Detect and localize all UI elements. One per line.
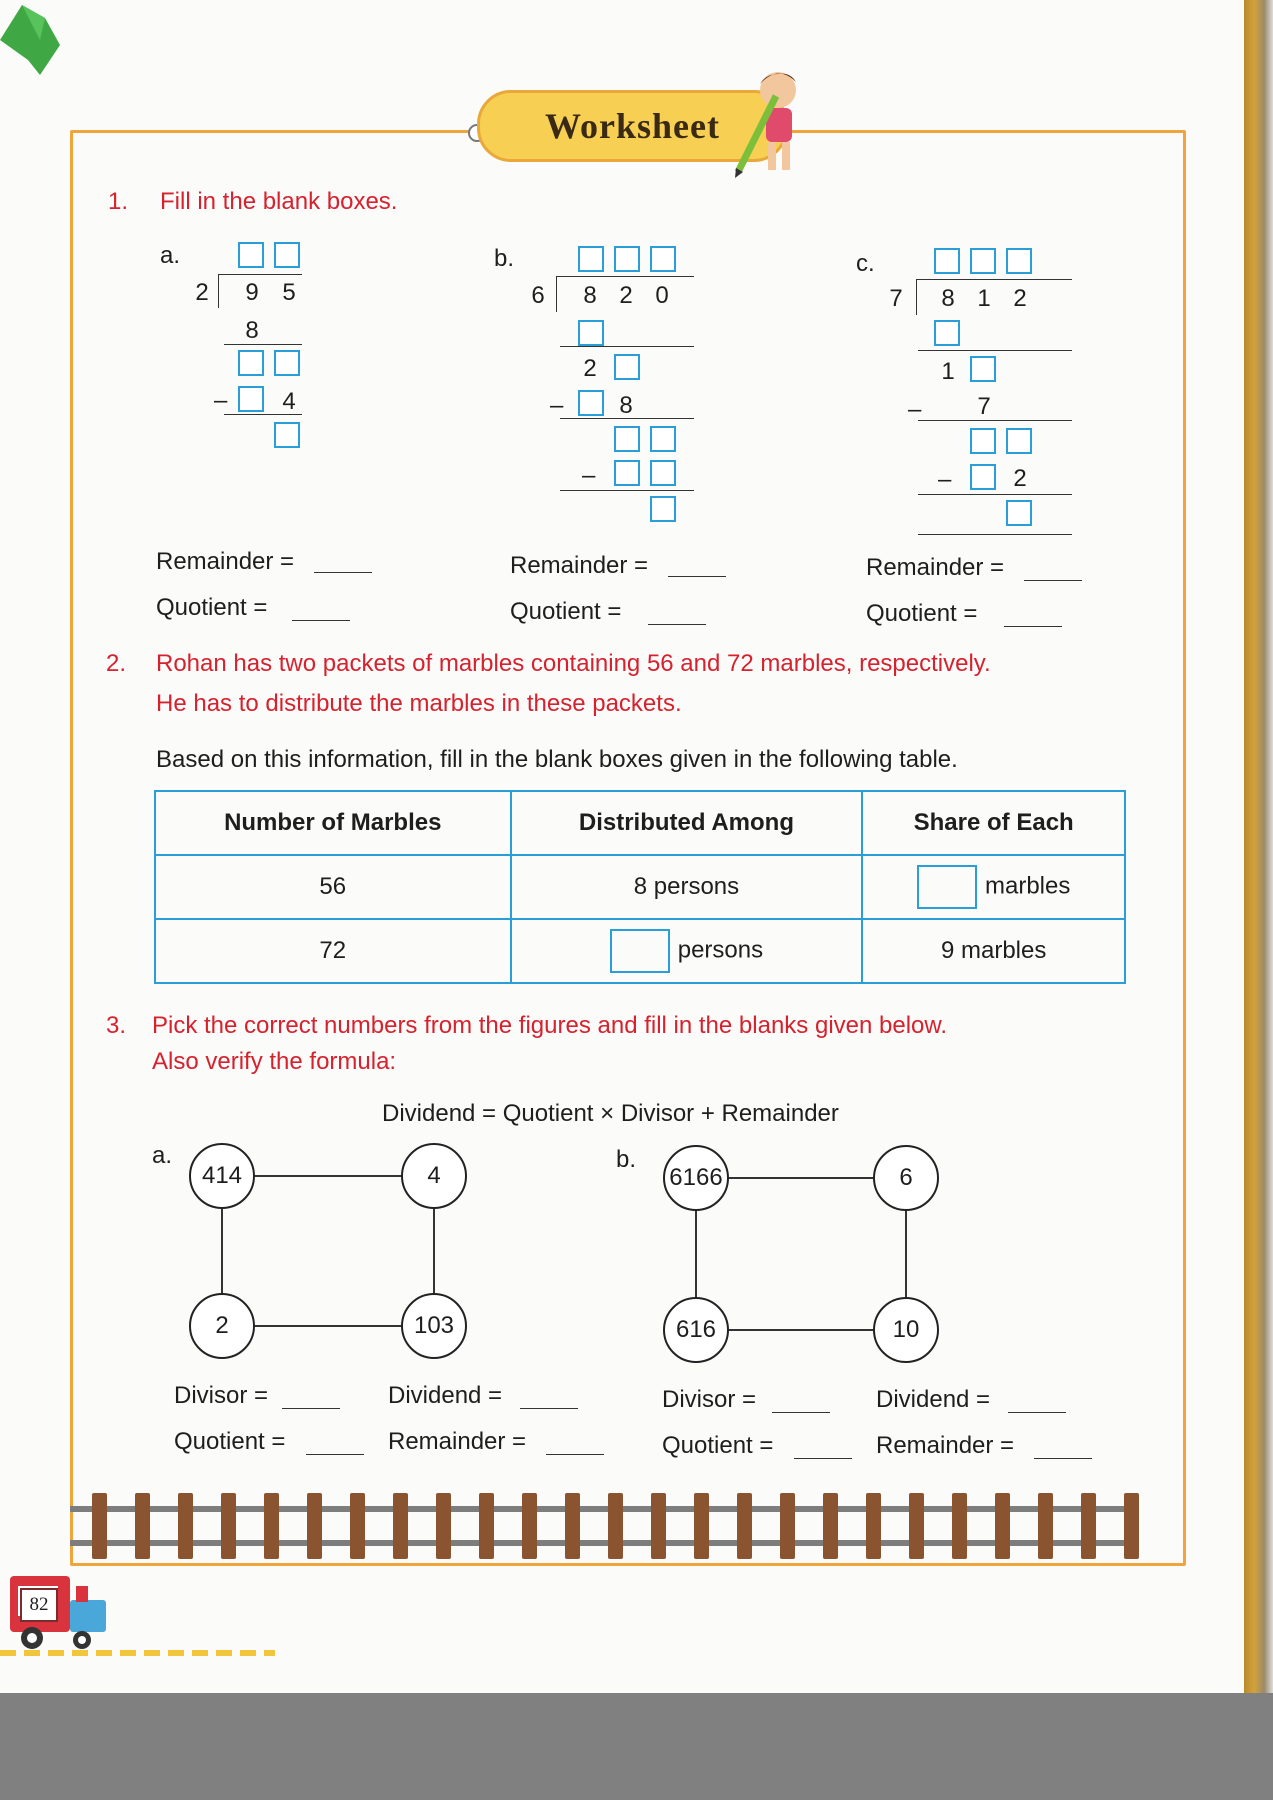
q1c-dividend-digit: 2 (1013, 285, 1027, 312)
answer-box[interactable] (238, 386, 264, 412)
quotient-digit-box[interactable] (614, 246, 640, 272)
division-bar (556, 276, 694, 277)
q1c-dividend-digit: 8 (941, 285, 955, 312)
quotient-digit-box[interactable] (238, 242, 264, 268)
q1b-step: 2 (583, 355, 597, 382)
answer-box[interactable] (970, 356, 996, 382)
question-3-text: Pick the correct numbers from the figures and fill in the blanks given below. (152, 1012, 948, 1039)
question-2-text-line2: He has to distribute the marbles in these packets. (156, 690, 682, 717)
quotient-blank[interactable] (648, 624, 706, 625)
remainder-box[interactable] (650, 496, 676, 522)
remainder-label: Remainder = (156, 548, 295, 575)
railway-tie (995, 1493, 1010, 1559)
q1a-step-digit: 4 (282, 388, 296, 415)
q1a-step: 8 (245, 317, 259, 344)
remainder-box[interactable] (274, 422, 300, 448)
division-bracket (916, 279, 917, 315)
q1c-dividend-digit: 1 (977, 285, 991, 312)
quotient-digit-box[interactable] (934, 248, 960, 274)
q1c-step: 1 (941, 358, 955, 385)
remainder-box[interactable] (1006, 500, 1032, 526)
answer-box[interactable] (578, 390, 604, 416)
railway-tie (866, 1493, 881, 1559)
number-node: 4 (401, 1143, 467, 1209)
subtraction-line (560, 490, 694, 491)
quotient-blank[interactable] (794, 1458, 852, 1459)
subtraction-line (918, 534, 1072, 535)
table-cell-unit: marbles (985, 872, 1071, 900)
q1a-dividend-digit: 5 (282, 279, 296, 306)
quotient-digit-box[interactable] (650, 246, 676, 272)
quotient-label: Quotient = (174, 1428, 286, 1455)
railway-tie (952, 1493, 967, 1559)
q1a-label: a. (160, 242, 181, 269)
q1c-label: c. (856, 250, 875, 277)
remainder-blank[interactable] (546, 1454, 604, 1455)
table-cell (862, 855, 1125, 919)
division-bracket (218, 274, 219, 308)
share-answer-box[interactable] (917, 865, 977, 909)
subtraction-line (560, 346, 694, 347)
railway-tie (565, 1493, 580, 1559)
q1a-divisor: 2 (195, 279, 209, 306)
dividend-blank[interactable] (520, 1408, 578, 1409)
answer-box[interactable] (578, 320, 604, 346)
railway-tie (436, 1493, 451, 1559)
worksheet-title: Worksheet (477, 90, 788, 162)
quotient-digit-box[interactable] (970, 248, 996, 274)
boy-with-pencil-icon (730, 62, 810, 182)
minus-sign: – (214, 387, 228, 414)
table-cell: 9 marbles (862, 919, 1125, 983)
answer-box[interactable] (970, 464, 996, 490)
answer-box[interactable] (934, 320, 960, 346)
dashed-track-decoration (0, 1648, 280, 1658)
number-node: 6166 (663, 1145, 729, 1211)
scan-background (0, 1693, 1273, 1800)
quotient-label: Quotient = (662, 1432, 774, 1459)
dividend-label: Dividend = (876, 1386, 991, 1413)
divisor-label: Divisor = (174, 1382, 269, 1409)
remainder-label: Remainder = (866, 554, 1005, 581)
railway-tie (135, 1493, 150, 1559)
division-bar (916, 279, 1072, 280)
q1c-divisor: 7 (889, 285, 903, 312)
railway-tie (780, 1493, 795, 1559)
railway-tie (178, 1493, 193, 1559)
railway-tie (651, 1493, 666, 1559)
flag-icon (0, 0, 70, 80)
division-bar (218, 274, 302, 275)
persons-answer-box[interactable] (610, 929, 670, 973)
question-1-text: Fill in the blank boxes. (160, 188, 398, 215)
answer-box[interactable] (238, 350, 264, 376)
remainder-blank[interactable] (1024, 580, 1082, 581)
railway-tie (1124, 1493, 1139, 1559)
subtraction-line (918, 350, 1072, 351)
question-2-instruction: Based on this information, fill in the blank boxes given in the following table. (156, 746, 958, 773)
divisor-blank[interactable] (282, 1408, 340, 1409)
railway-tie (393, 1493, 408, 1559)
remainder-blank[interactable] (1034, 1458, 1092, 1459)
book-page-edge (1244, 0, 1273, 1693)
railway-tie (694, 1493, 709, 1559)
answer-box[interactable] (970, 428, 996, 454)
table-cell: 56 (155, 855, 511, 919)
answer-box[interactable] (614, 460, 640, 486)
q1b-divisor: 6 (531, 282, 545, 309)
column-header: Distributed Among (511, 791, 863, 855)
subtraction-line (918, 420, 1072, 421)
number-node: 2 (189, 1293, 255, 1359)
q1b-dividend-digit: 2 (619, 282, 633, 309)
divisor-blank[interactable] (772, 1412, 830, 1413)
question-3-text-line2: Also verify the formula: (152, 1048, 397, 1075)
railway-tie (264, 1493, 279, 1559)
answer-box[interactable] (650, 460, 676, 486)
division-bracket (556, 276, 557, 312)
quotient-label: Quotient = (866, 600, 978, 627)
minus-sign: – (938, 466, 952, 493)
number-node: 103 (401, 1293, 467, 1359)
question-2-text: Rohan has two packets of marbles containing 56 and 72 marbles, respectively. (156, 650, 991, 677)
table-cell: 8 persons (511, 855, 863, 919)
table-cell (511, 919, 863, 983)
subtraction-line (224, 414, 302, 415)
minus-sign: – (582, 462, 596, 489)
railway-tie (1038, 1493, 1053, 1559)
remainder-label: Remainder = (388, 1428, 527, 1455)
table-row (155, 855, 1125, 919)
answer-box[interactable] (1006, 428, 1032, 454)
answer-box[interactable] (614, 426, 640, 452)
railway-tie (909, 1493, 924, 1559)
number-node: 6 (873, 1145, 939, 1211)
divisor-label: Divisor = (662, 1386, 757, 1413)
q1b-step-digit: 8 (619, 392, 633, 419)
minus-sign: – (908, 396, 922, 423)
question-3-number: 3. (106, 1012, 127, 1039)
quotient-blank[interactable] (306, 1454, 364, 1455)
quotient-blank[interactable] (292, 620, 350, 621)
q1b-label: b. (494, 245, 515, 272)
number-node: 616 (663, 1297, 729, 1363)
remainder-label: Remainder = (510, 552, 649, 579)
railway-tie (1081, 1493, 1096, 1559)
q1b-dividend-digit: 0 (655, 282, 669, 309)
dividend-label: Dividend = (388, 1382, 503, 1409)
table-cell: 72 (155, 919, 511, 983)
dividend-blank[interactable] (1008, 1412, 1066, 1413)
railway-tie (737, 1493, 752, 1559)
quotient-label: Quotient = (156, 594, 268, 621)
quotient-digit-box[interactable] (578, 246, 604, 272)
railway-tie (221, 1493, 236, 1559)
table-row (155, 919, 1125, 983)
page-number: 82 (20, 1588, 58, 1622)
q1a-dividend-digit: 9 (245, 279, 259, 306)
q1b-dividend-digit: 8 (583, 282, 597, 309)
remainder-label: Remainder = (876, 1432, 1015, 1459)
quotient-digit-box[interactable] (1006, 248, 1032, 274)
column-header: Share of Each (862, 791, 1125, 855)
table-cell-unit: persons (677, 936, 764, 964)
marbles-table (154, 790, 1126, 984)
number-node: 414 (189, 1143, 255, 1209)
railway-tie (479, 1493, 494, 1559)
remainder-blank[interactable] (668, 576, 726, 577)
railway-tie (350, 1493, 365, 1559)
remainder-blank[interactable] (314, 572, 372, 573)
railway-tie (608, 1493, 623, 1559)
quotient-blank[interactable] (1004, 626, 1062, 627)
table-header-row (155, 791, 1125, 855)
quotient-label: Quotient = (510, 598, 622, 625)
minus-sign: – (550, 392, 564, 419)
subtraction-line (918, 494, 1072, 495)
railway-tie (92, 1493, 107, 1559)
q1c-step-digit: 7 (977, 393, 991, 420)
formula: Dividend = Quotient × Divisor + Remainder (382, 1100, 839, 1127)
q3a-label: a. (152, 1142, 173, 1169)
q3b-label: b. (616, 1146, 637, 1173)
quotient-digit-box[interactable] (274, 242, 300, 268)
railway-tie (522, 1493, 537, 1559)
column-header: Number of Marbles (155, 791, 511, 855)
q1c-step-digit: 2 (1013, 465, 1027, 492)
railway-tie (307, 1493, 322, 1559)
railway-tie (823, 1493, 838, 1559)
number-node: 10 (873, 1297, 939, 1363)
answer-box[interactable] (614, 354, 640, 380)
question-1-number: 1. (108, 188, 129, 215)
answer-box[interactable] (650, 426, 676, 452)
subtraction-line (224, 344, 302, 345)
subtraction-line (560, 418, 694, 419)
question-2-number: 2. (106, 650, 127, 677)
answer-box[interactable] (274, 350, 300, 376)
